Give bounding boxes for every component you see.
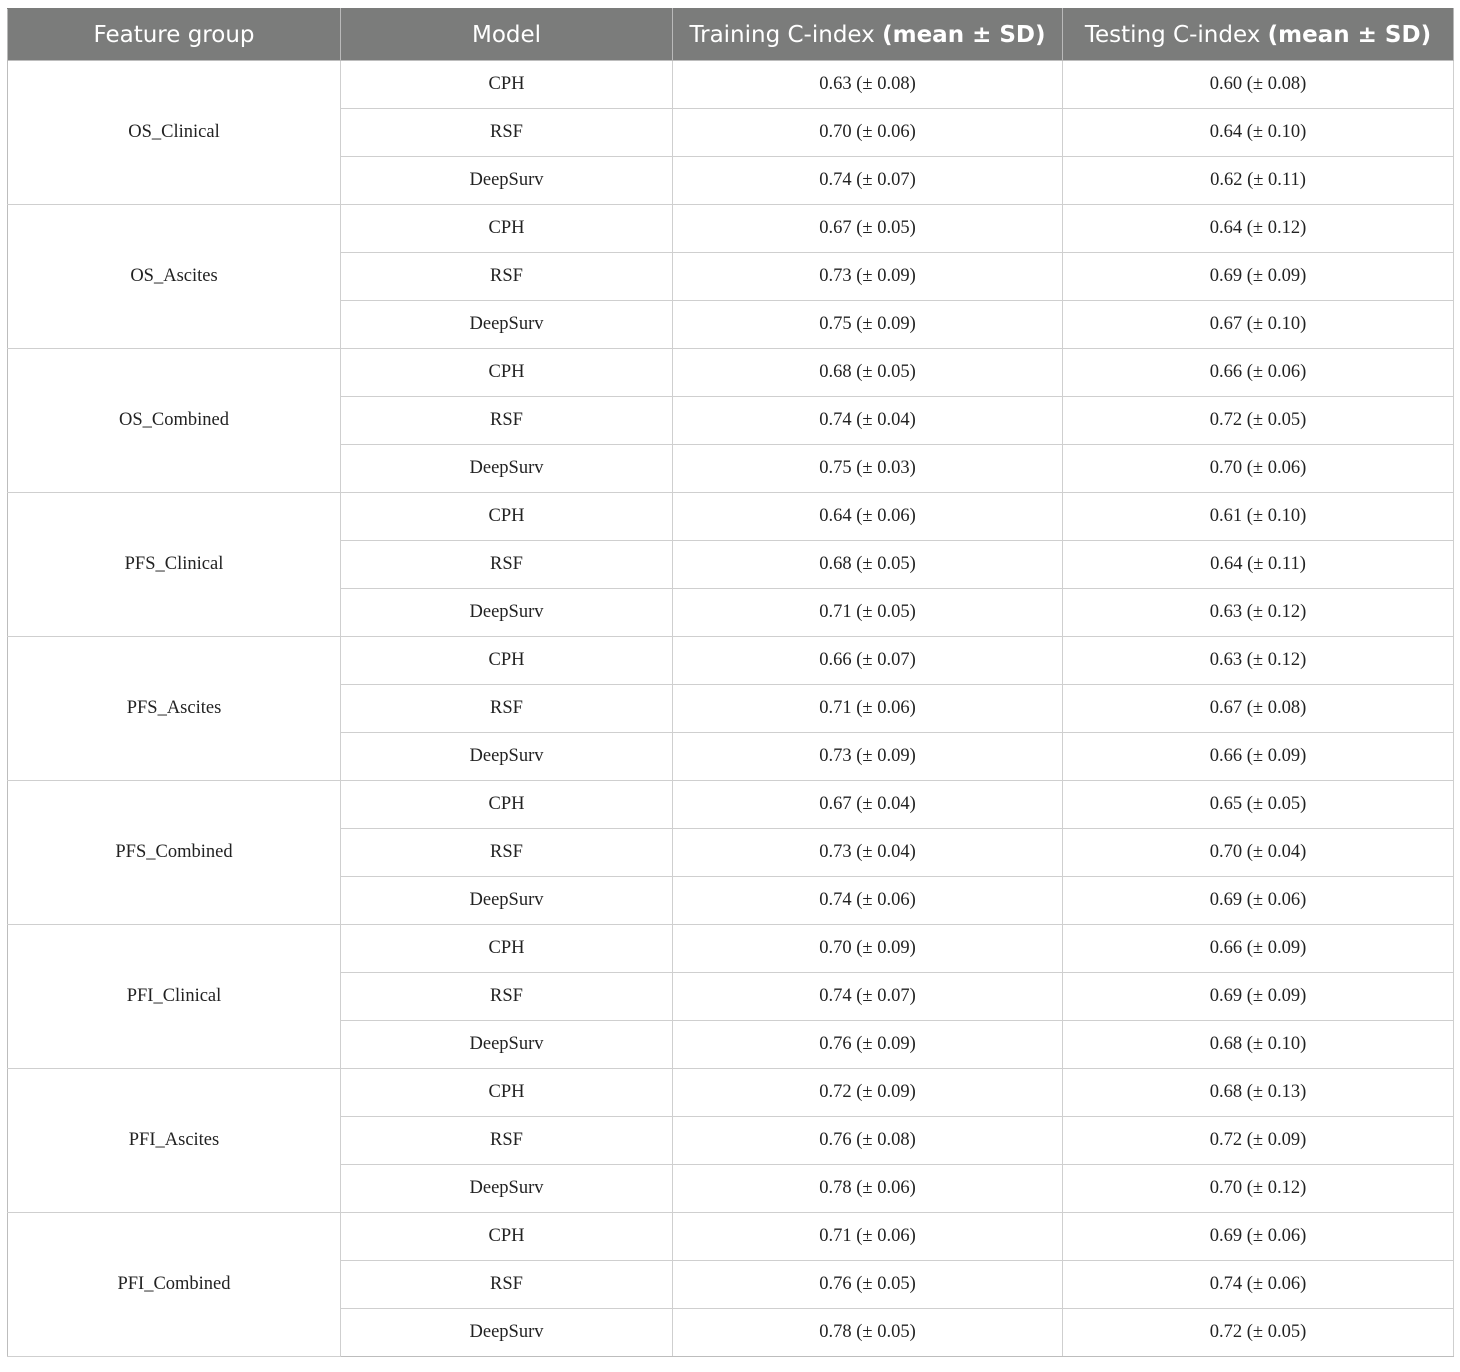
training-c-index-cell: 0.73 (± 0.09) xyxy=(673,733,1063,781)
testing-c-index-cell: 0.63 (± 0.12) xyxy=(1063,589,1454,637)
model-cell: RSF xyxy=(341,1261,673,1309)
model-cell: DeepSurv xyxy=(341,1021,673,1069)
model-cell: RSF xyxy=(341,541,673,589)
feature-group-cell: PFS_Clinical xyxy=(8,493,341,637)
model-cell: DeepSurv xyxy=(341,1165,673,1213)
training-c-index-cell: 0.75 (± 0.09) xyxy=(673,301,1063,349)
model-cell: DeepSurv xyxy=(341,157,673,205)
model-cell: CPH xyxy=(341,493,673,541)
model-cell: CPH xyxy=(341,781,673,829)
training-c-index-cell: 0.76 (± 0.05) xyxy=(673,1261,1063,1309)
header-model: Model xyxy=(341,9,673,61)
feature-group-cell: OS_Clinical xyxy=(8,61,341,205)
table-row xyxy=(8,1213,1454,1261)
testing-c-index-cell: 0.63 (± 0.12) xyxy=(1063,637,1454,685)
feature-group-cell: PFI_Combined xyxy=(8,1213,341,1357)
testing-c-index-cell: 0.64 (± 0.10) xyxy=(1063,109,1454,157)
table-row xyxy=(8,925,1454,973)
training-c-index-cell: 0.74 (± 0.07) xyxy=(673,157,1063,205)
training-c-index-cell: 0.63 (± 0.08) xyxy=(673,61,1063,109)
model-cell: RSF xyxy=(341,1117,673,1165)
testing-c-index-cell: 0.68 (± 0.13) xyxy=(1063,1069,1454,1117)
testing-c-index-cell: 0.68 (± 0.10) xyxy=(1063,1021,1454,1069)
testing-c-index-cell: 0.74 (± 0.06) xyxy=(1063,1261,1454,1309)
model-cell: RSF xyxy=(341,397,673,445)
training-c-index-cell: 0.74 (± 0.04) xyxy=(673,397,1063,445)
training-c-index-cell: 0.71 (± 0.06) xyxy=(673,1213,1063,1261)
training-c-index-cell: 0.71 (± 0.06) xyxy=(673,685,1063,733)
feature-group-cell: PFI_Clinical xyxy=(8,925,341,1069)
model-cell: DeepSurv xyxy=(341,589,673,637)
table-row xyxy=(8,781,1454,829)
model-cell: CPH xyxy=(341,925,673,973)
testing-c-index-cell: 0.62 (± 0.11) xyxy=(1063,157,1454,205)
testing-c-index-cell: 0.70 (± 0.06) xyxy=(1063,445,1454,493)
model-cell: DeepSurv xyxy=(341,877,673,925)
feature-group-cell: PFS_Combined xyxy=(8,781,341,925)
testing-c-index-cell: 0.67 (± 0.10) xyxy=(1063,301,1454,349)
model-cell: DeepSurv xyxy=(341,733,673,781)
table-row xyxy=(8,493,1454,541)
testing-c-index-cell: 0.69 (± 0.09) xyxy=(1063,253,1454,301)
model-cell: RSF xyxy=(341,973,673,1021)
training-c-index-cell: 0.73 (± 0.09) xyxy=(673,253,1063,301)
training-c-index-cell: 0.71 (± 0.05) xyxy=(673,589,1063,637)
testing-c-index-cell: 0.61 (± 0.10) xyxy=(1063,493,1454,541)
training-c-index-cell: 0.66 (± 0.07) xyxy=(673,637,1063,685)
training-c-index-cell: 0.75 (± 0.03) xyxy=(673,445,1063,493)
training-c-index-cell: 0.68 (± 0.05) xyxy=(673,349,1063,397)
header-testing-c-index: Testing C-index (mean ± SD) xyxy=(1063,9,1454,61)
testing-c-index-cell: 0.70 (± 0.12) xyxy=(1063,1165,1454,1213)
training-c-index-cell: 0.73 (± 0.04) xyxy=(673,829,1063,877)
training-c-index-cell: 0.78 (± 0.05) xyxy=(673,1309,1063,1357)
model-cell: DeepSurv xyxy=(341,445,673,493)
testing-c-index-cell: 0.69 (± 0.06) xyxy=(1063,1213,1454,1261)
feature-group-cell: PFS_Ascites xyxy=(8,637,341,781)
training-c-index-cell: 0.67 (± 0.04) xyxy=(673,781,1063,829)
testing-c-index-cell: 0.70 (± 0.04) xyxy=(1063,829,1454,877)
model-cell: CPH xyxy=(341,349,673,397)
testing-c-index-cell: 0.69 (± 0.06) xyxy=(1063,877,1454,925)
model-cell: RSF xyxy=(341,109,673,157)
training-c-index-cell: 0.67 (± 0.05) xyxy=(673,205,1063,253)
training-c-index-cell: 0.76 (± 0.08) xyxy=(673,1117,1063,1165)
table-row xyxy=(8,205,1454,253)
model-cell: CPH xyxy=(341,1069,673,1117)
testing-c-index-cell: 0.72 (± 0.05) xyxy=(1063,1309,1454,1357)
model-cell: RSF xyxy=(341,253,673,301)
testing-c-index-cell: 0.66 (± 0.09) xyxy=(1063,733,1454,781)
model-cell: DeepSurv xyxy=(341,1309,673,1357)
model-cell: CPH xyxy=(341,61,673,109)
testing-c-index-cell: 0.60 (± 0.08) xyxy=(1063,61,1454,109)
table-row xyxy=(8,349,1454,397)
table-row xyxy=(8,637,1454,685)
model-cell: CPH xyxy=(341,1213,673,1261)
results-table-container xyxy=(7,8,1453,1357)
training-c-index-cell: 0.64 (± 0.06) xyxy=(673,493,1063,541)
model-cell: DeepSurv xyxy=(341,301,673,349)
testing-c-index-cell: 0.64 (± 0.12) xyxy=(1063,205,1454,253)
training-c-index-cell: 0.70 (± 0.09) xyxy=(673,925,1063,973)
feature-group-cell: OS_Combined xyxy=(8,349,341,493)
training-c-index-cell: 0.76 (± 0.09) xyxy=(673,1021,1063,1069)
training-c-index-cell: 0.68 (± 0.05) xyxy=(673,541,1063,589)
table-body xyxy=(8,61,1454,1357)
header-training-c-index: Training C-index (mean ± SD) xyxy=(673,9,1063,61)
testing-c-index-cell: 0.66 (± 0.09) xyxy=(1063,925,1454,973)
training-c-index-cell: 0.74 (± 0.06) xyxy=(673,877,1063,925)
training-c-index-cell: 0.78 (± 0.06) xyxy=(673,1165,1063,1213)
testing-c-index-cell: 0.66 (± 0.06) xyxy=(1063,349,1454,397)
feature-group-cell: OS_Ascites xyxy=(8,205,341,349)
testing-c-index-cell: 0.65 (± 0.05) xyxy=(1063,781,1454,829)
table-row xyxy=(8,61,1454,109)
training-c-index-cell: 0.70 (± 0.06) xyxy=(673,109,1063,157)
c-index-table xyxy=(7,8,1454,1357)
model-cell: CPH xyxy=(341,205,673,253)
table-header xyxy=(8,9,1454,61)
model-cell: RSF xyxy=(341,685,673,733)
testing-c-index-cell: 0.72 (± 0.05) xyxy=(1063,397,1454,445)
table-row xyxy=(8,1069,1454,1117)
feature-group-cell: PFI_Ascites xyxy=(8,1069,341,1213)
training-c-index-cell: 0.72 (± 0.09) xyxy=(673,1069,1063,1117)
header-row xyxy=(8,9,1454,61)
testing-c-index-cell: 0.64 (± 0.11) xyxy=(1063,541,1454,589)
model-cell: CPH xyxy=(341,637,673,685)
model-cell: RSF xyxy=(341,829,673,877)
header-feature-group: Feature group xyxy=(8,9,341,61)
testing-c-index-cell: 0.69 (± 0.09) xyxy=(1063,973,1454,1021)
testing-c-index-cell: 0.67 (± 0.08) xyxy=(1063,685,1454,733)
training-c-index-cell: 0.74 (± 0.07) xyxy=(673,973,1063,1021)
testing-c-index-cell: 0.72 (± 0.09) xyxy=(1063,1117,1454,1165)
